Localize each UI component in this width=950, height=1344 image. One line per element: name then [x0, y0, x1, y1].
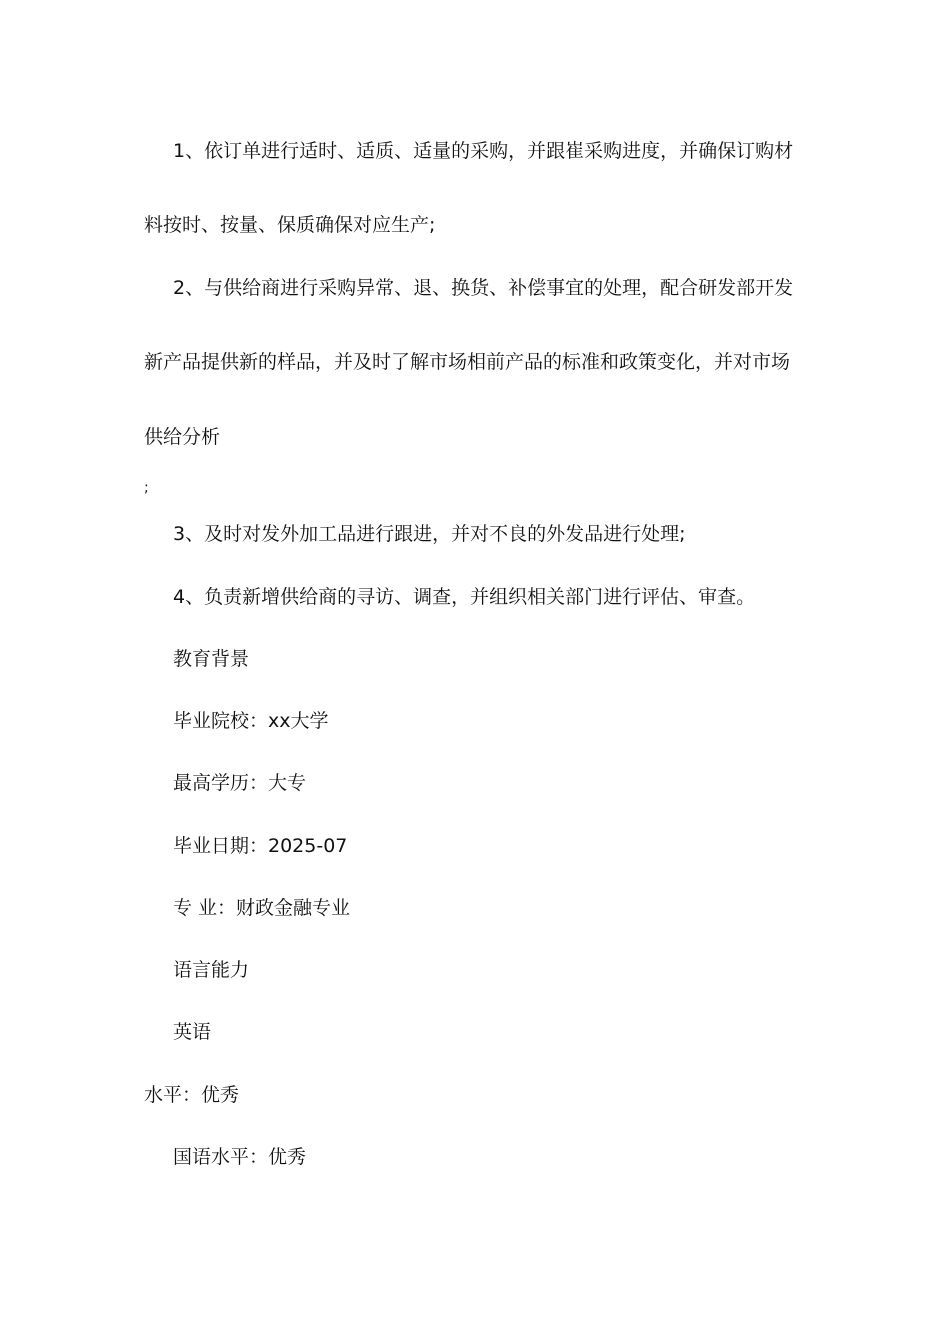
duty-3-line-1: 3、及时对发外加工品进行跟进，并对不良的外发品进行处理; [173, 523, 686, 545]
mandarin-level: 国语水平：优秀 [173, 1146, 307, 1168]
language-heading: 语言能力 [173, 959, 250, 981]
english-level: 水平：优秀 [144, 1084, 240, 1106]
duty-2-line-1: 2、与供给商进行采购异常、退、换货、补偿事宜的处理，配合研发部开发 [173, 277, 794, 299]
duty-2-line-4: ; [144, 480, 149, 496]
education-heading: 教育背景 [173, 648, 250, 670]
duty-2-line-3: 供给分析 [144, 426, 221, 448]
education-major: 专 业：财政金融专业 [173, 897, 351, 919]
duty-1-line-1: 1、依订单进行适时、适质、适量的采购，并跟崔采购进度，并确保订购材 [173, 140, 794, 162]
duty-1-line-2: 料按时、按量、保质确保对应生产; [144, 214, 436, 236]
education-graduation-date: 毕业日期：2025-07 [173, 835, 348, 857]
education-school: 毕业院校：xx大学 [173, 710, 329, 732]
duty-2-line-2: 新产品提供新的样品，并及时了解市场相前产品的标准和政策变化，并对市场 [144, 351, 791, 373]
duty-4-line-1: 4、负责新增供给商的寻访、调查，并组织相关部门进行评估、审查。 [173, 586, 756, 608]
education-degree: 最高学历：大专 [173, 772, 307, 794]
english-label: 英语 [173, 1021, 212, 1043]
